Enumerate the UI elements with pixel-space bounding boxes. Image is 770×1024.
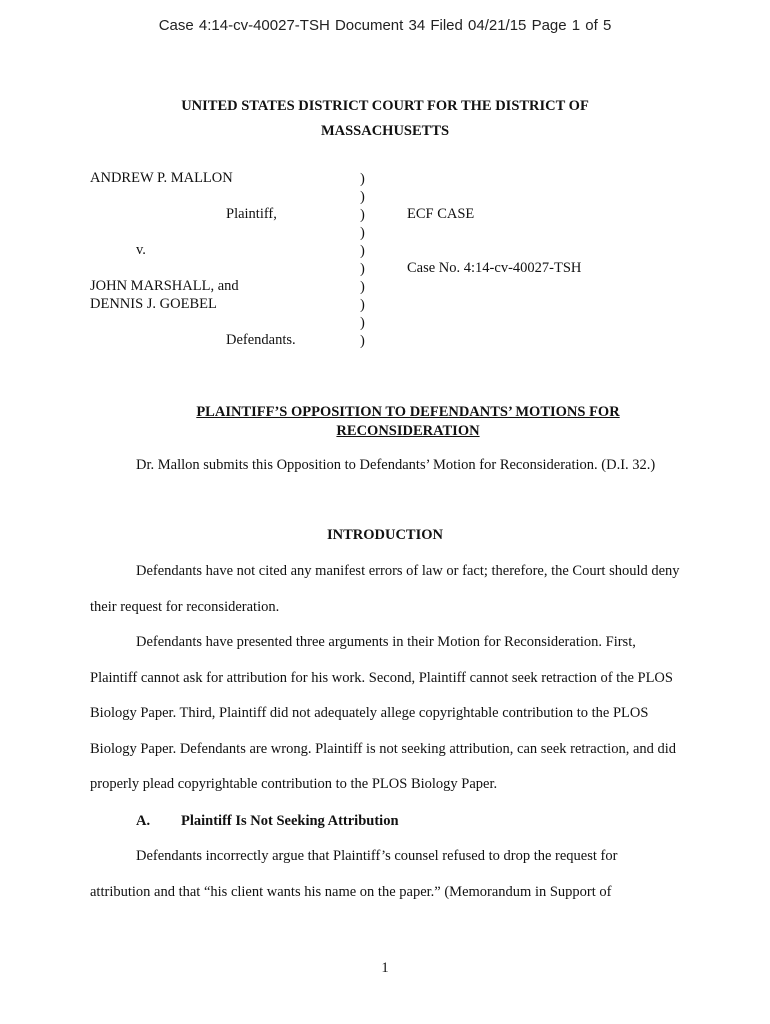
document-title-line1: PLAINTIFF’S OPPOSITION TO DEFENDANTS’ MOTIONS FOR <box>196 404 620 420</box>
page-number: 1 <box>381 960 389 976</box>
case-header: Case 4:14-cv-40027-TSH Document 34 Filed 04/21/15 Page 1 of 5 <box>158 17 612 34</box>
paren: ) <box>360 261 365 277</box>
introduction-heading: INTRODUCTION <box>326 527 443 543</box>
section-a-paragraph: Defendants incorrectly argue that Plaintiff’s counsel refused to drop the request for attribution and that “his client wants his name on the paper.” (Memorandum in Support of <box>90 848 618 900</box>
intro-paragraph-2: Defendants have presented three arguments in their Motion for Reconsideration. First, Plaintiff cannot ask for attribution for his work. Second, Plaintiff cannot seek retraction of the PLOS Biology Paper. Third, Plaintiff did not adequately allege copyrightable contribution to the PLOS Biology Paper. Defendants are wrong. Plaintiff is not seeking attribution, can seek retraction, and did properly plead copyrightable contribution to the PLOS Biology Paper. <box>90 634 677 792</box>
plaintiff-name: ANDREW P. MALLON <box>90 170 233 186</box>
paren: ) <box>360 189 365 205</box>
defendant-role: Defendants. <box>226 332 296 348</box>
defendant-line2: DENNIS J. GOEBEL <box>90 296 217 312</box>
section-a-heading <box>136 813 399 830</box>
document-title <box>0 403 770 441</box>
versus: v. <box>136 242 146 258</box>
paren: ) <box>360 333 365 349</box>
paren: ) <box>360 315 365 331</box>
section-a-title: Plaintiff Is Not Seeking Attribution <box>181 813 399 829</box>
paren: ) <box>360 207 365 223</box>
caption-parentheses <box>360 170 365 350</box>
ecf-case: ECF CASE <box>407 206 475 222</box>
plaintiff-role: Plaintiff, <box>226 206 277 222</box>
paren: ) <box>360 225 365 241</box>
case-number: Case No. 4:14-cv-40027-TSH <box>407 260 582 276</box>
court-name-line2: MASSACHUSETTS <box>320 123 450 139</box>
section-a-letter: A. <box>136 813 151 829</box>
paren: ) <box>360 171 365 187</box>
document-title-line2: RECONSIDERATION <box>336 423 480 439</box>
opening-paragraph: Dr. Mallon submits this Opposition to Defendants’ Motion for Reconsideration. (D.I. 32.) <box>136 457 656 473</box>
paren: ) <box>360 279 365 295</box>
paren: ) <box>360 243 365 259</box>
paren: ) <box>360 297 365 313</box>
intro-paragraph-1: Defendants have not cited any manifest errors of law or fact; therefore, the Court should deny their request for reconsideration. <box>90 563 680 615</box>
defendant-line1: JOHN MARSHALL, and <box>90 278 239 294</box>
court-name-line1: UNITED STATES DISTRICT COURT FOR THE DISTRICT OF <box>181 98 589 114</box>
court-name <box>0 94 770 144</box>
